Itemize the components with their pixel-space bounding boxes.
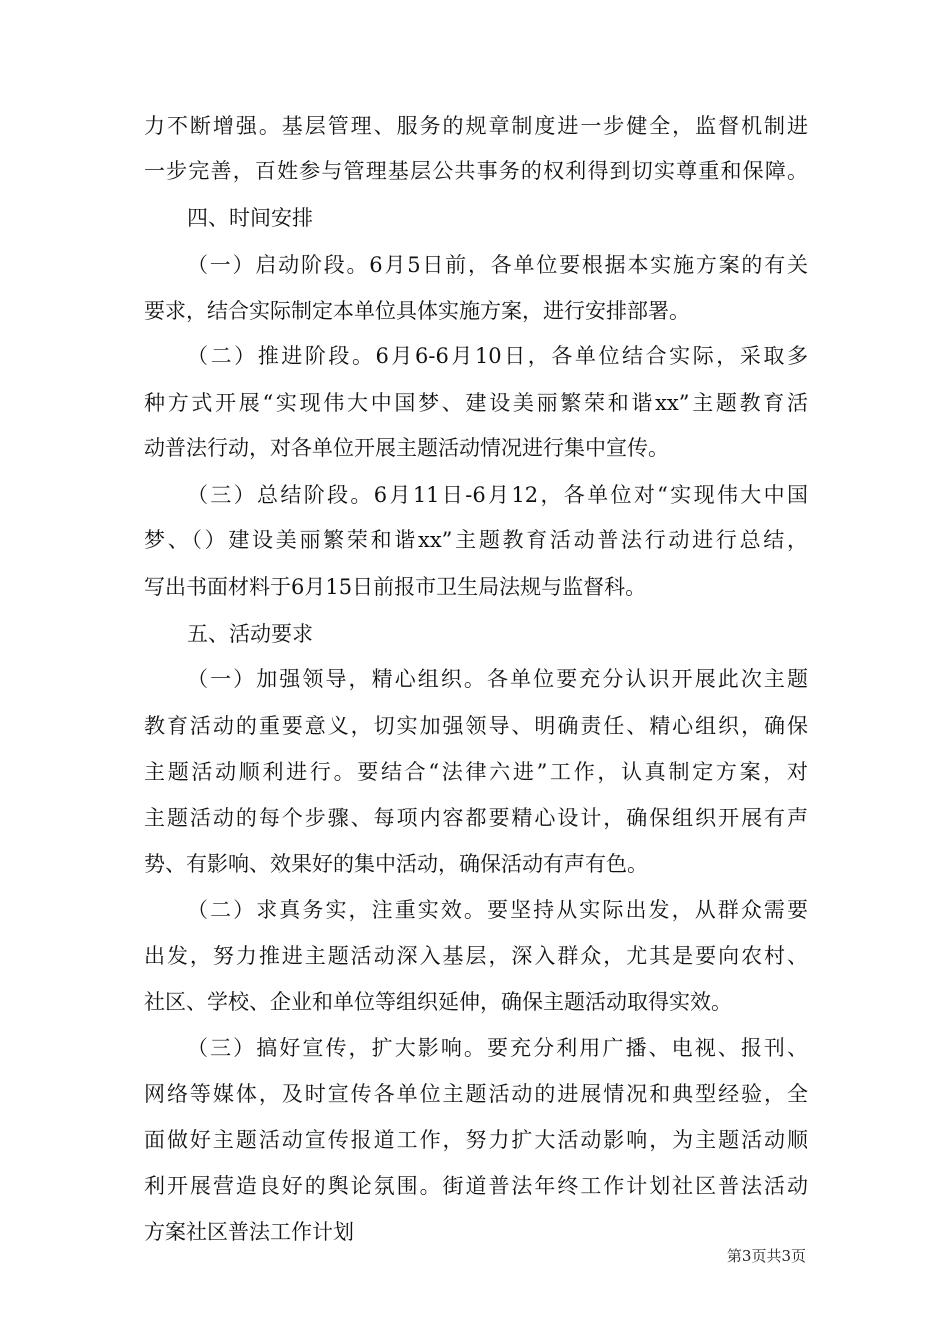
text-line: 社区、学校、企业和单位等组织延伸，确保主题活动取得实效。 bbox=[144, 990, 732, 1014]
text-line: 面做好主题活动宣传报道工作，努力扩大活动影响，为主题活动顺 bbox=[144, 1128, 808, 1152]
text-line: 教育活动的重要意义，切实加强领导、明确责任、精心组织，确保 bbox=[144, 714, 808, 738]
text-line: （三）总结阶段。6月11日-6月12，各单位对“实现伟大中国 bbox=[187, 483, 808, 507]
text-line: 种方式开展“实现伟大中国梦、建设美丽繁荣和谐xx”主题教育活 bbox=[144, 391, 808, 415]
text-line: （一）启动阶段。6月5日前，各单位要根据本实施方案的有关 bbox=[187, 253, 808, 277]
text-line: 主题活动顺利进行。要结合“法律六进”工作，认真制定方案，对 bbox=[144, 760, 808, 784]
text-line: 利开展营造良好的舆论氛围。街道普法年终工作计划社区普法活动 bbox=[144, 1174, 808, 1198]
text-line: 动普法行动，对各单位开展主题活动情况进行集中宣传。 bbox=[144, 436, 669, 460]
text-line: 网络等媒体，及时宣传各单位主题活动的进展情况和典型经验，全 bbox=[144, 1082, 808, 1106]
text-line: 要求，结合实际制定本单位具体实施方案，进行安排部署。 bbox=[144, 299, 690, 323]
text-line: （一）加强领导，精心组织。各单位要充分认识开展此次主题 bbox=[187, 667, 808, 691]
text-line: 势、有影响、效果好的集中活动，确保活动有声有色。 bbox=[144, 852, 648, 876]
text-line: 梦、（）建设美丽繁荣和谐xx”主题教育活动普法行动进行总结， bbox=[144, 528, 808, 552]
text-line: （二）推进阶段。6月6-6月10日，各单位结合实际，采取多 bbox=[187, 344, 808, 368]
text-line: 一步完善，百姓参与管理基层公共事务的权利得到切实尊重和保障。 bbox=[144, 159, 808, 183]
text-line: 写出书面材料于6月15日前报市卫生局法规与监督科。 bbox=[144, 575, 647, 599]
text-line: 出发，努力推进主题活动深入基层，深入群众，尤其是要向农村、 bbox=[144, 944, 808, 968]
text-line: （三）搞好宣传，扩大影响。要充分利用广播、电视、报刊、 bbox=[187, 1036, 808, 1060]
text-line: 主题活动的每个步骤、每项内容都要精心设计，确保组织开展有声 bbox=[144, 806, 808, 830]
text-line: 四、时间安排 bbox=[187, 206, 313, 230]
page-number: 第3页共3页 bbox=[726, 1247, 806, 1265]
text-line: 力不断增强。基层管理、服务的规章制度进一步健全，监督机制进 bbox=[144, 114, 808, 138]
text-line: 五、活动要求 bbox=[187, 622, 313, 646]
text-line: （二）求真务实，注重实效。要坚持从实际出发，从群众需要 bbox=[187, 898, 808, 922]
text-line: 方案社区普法工作计划 bbox=[144, 1220, 354, 1244]
